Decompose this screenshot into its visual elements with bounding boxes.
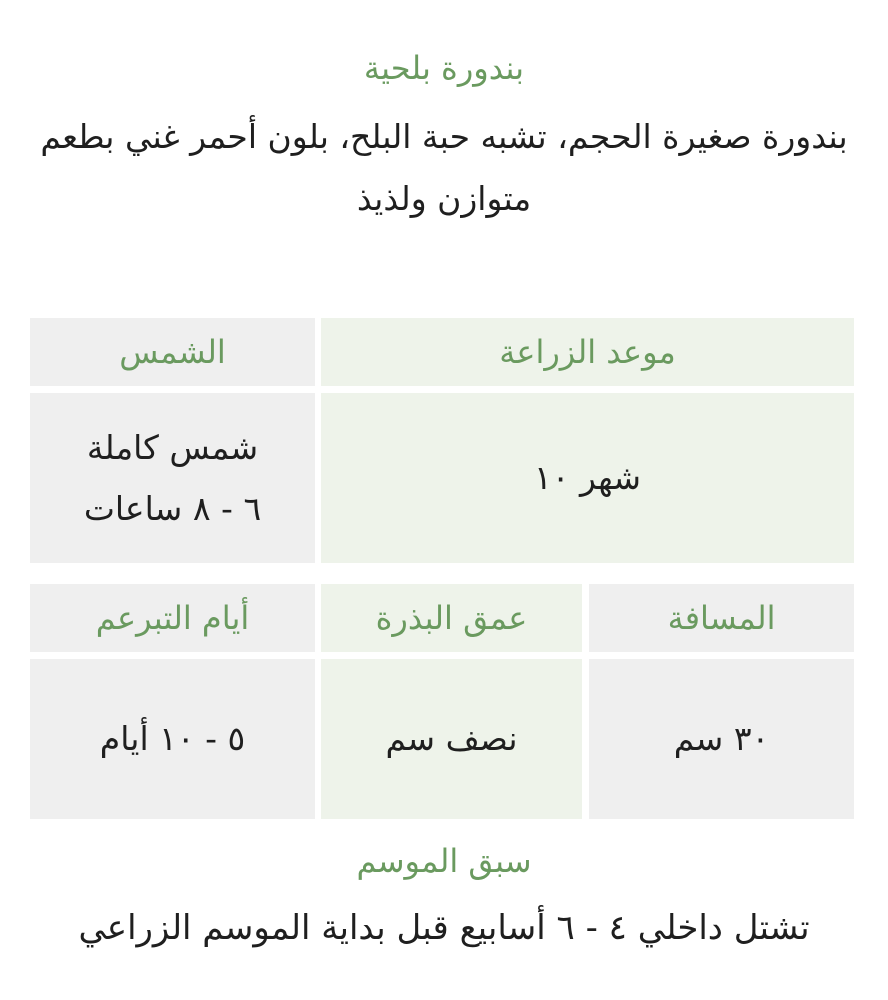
spacing-value: ٣٠ سم (589, 659, 854, 819)
product-description: بندورة صغيرة الحجم، تشبه حبة البلح، بلون أحمر غني بطعم متوازن ولذيذ (40, 117, 848, 218)
sun-value-line1: شمس كاملة (86, 427, 259, 467)
sun-value (30, 393, 315, 563)
season-title: سبق الموسم (356, 842, 532, 880)
planting-time-header: موعد الزراعة (321, 318, 854, 386)
product-title: بندورة بلحية (363, 49, 525, 87)
seed-depth-value: نصف سم (321, 659, 582, 819)
sun-value-line2: ٦ - ٨ ساعات (83, 489, 262, 528)
season-description: تشتل داخلي ٤ - ٦ أسابيع قبل بداية الموسم الزراعي (78, 908, 810, 948)
germination-value: ٥ - ١٠ أيام (30, 659, 315, 819)
spacing-header: المسافة (589, 584, 854, 652)
planting-time-value: شهر ١٠ (321, 393, 854, 563)
germination-header: أيام التبرعم (30, 584, 315, 652)
seed-depth-header: عمق البذرة (321, 584, 582, 652)
sun-header: الشمس (30, 318, 315, 386)
